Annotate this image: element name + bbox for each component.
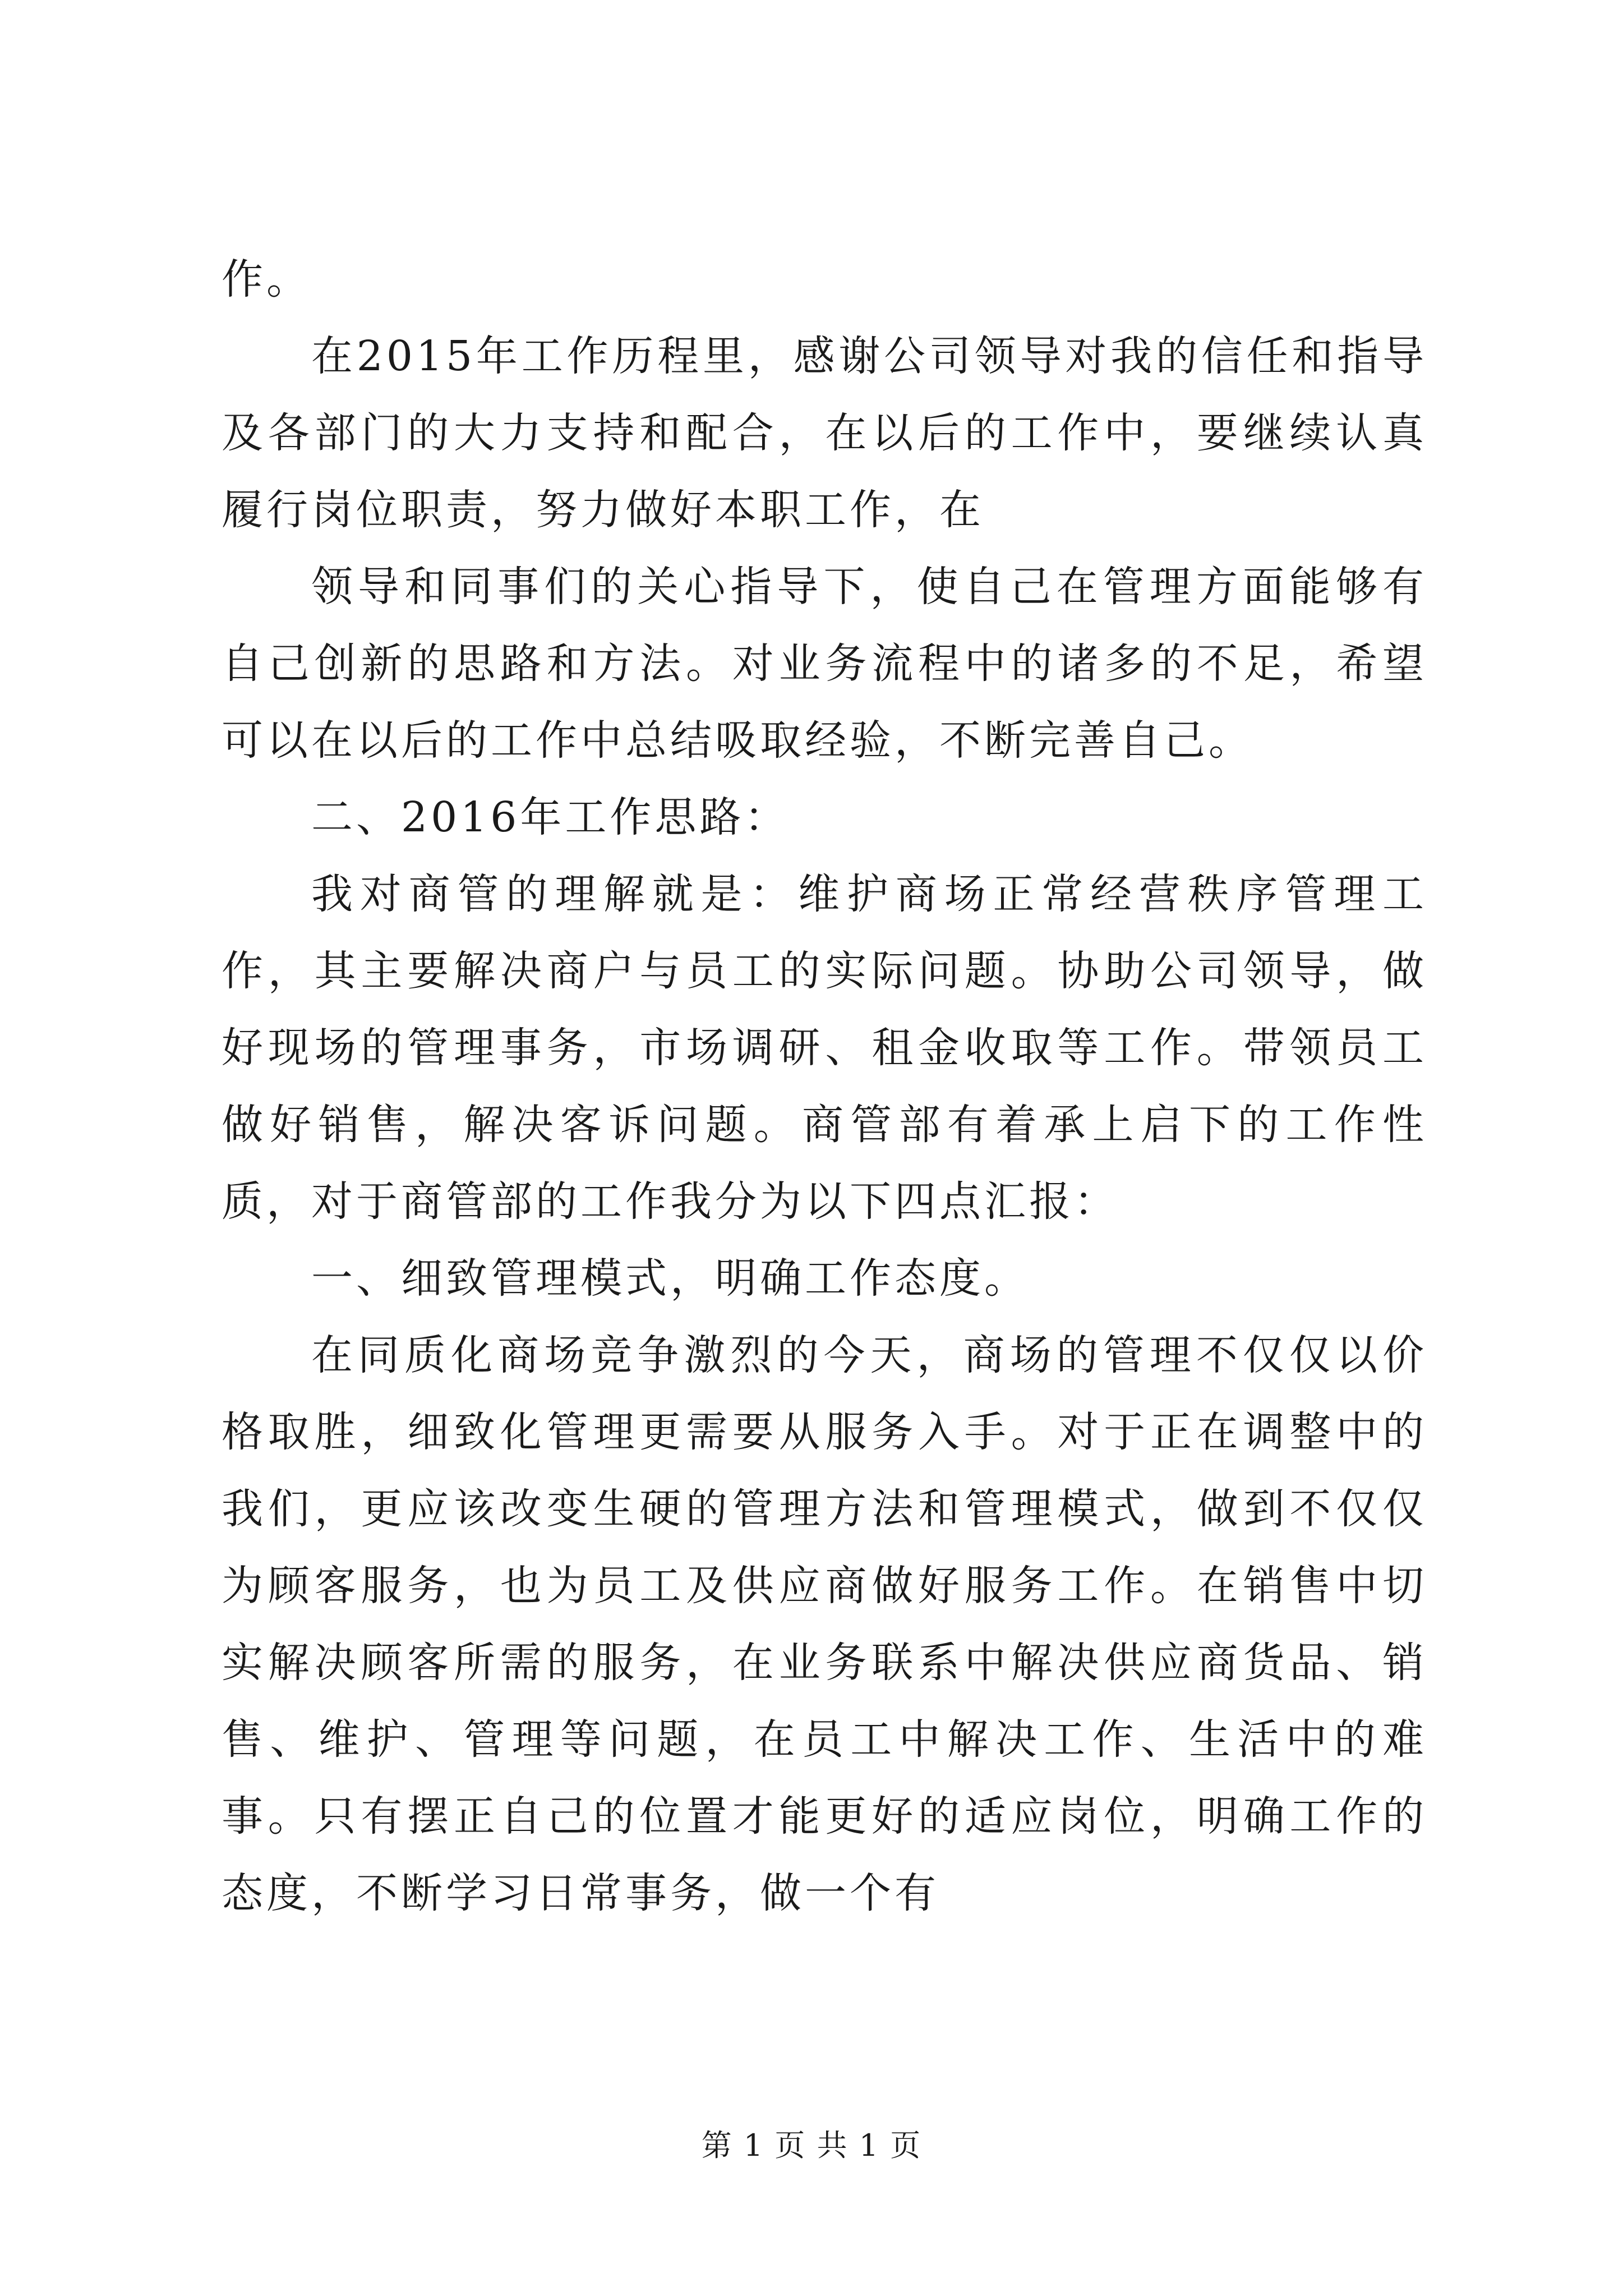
page-footer: 第 1 页 共 1 页 — [701, 2128, 922, 2163]
paragraph-1: 作。 — [222, 255, 311, 303]
subheading-management-mode: 一、细致管理模式，明确工作态度。 — [311, 1254, 1029, 1303]
paragraph-2: 在2015年工作历程里，感谢公司领导对我的信任和指导及各部门的大力支持和配合，在以后的工作中，要继续认真履行岗位职责，努力做好本职工作，在 — [222, 332, 1427, 534]
paragraph-3: 领导和同事们的关心指导下，使自己在管理方面能够有自己创新的思路和方法。对业务流程中的诸多的不足，希望可以在以后的工作中总结吸取经验，不断完善自己。 — [222, 563, 1427, 765]
paragraph-5: 我对商管的理解就是：维护商场正常经营秩序管理工作，其主要解决商户与员工的实际问题。协助公司领导，做好现场的管理事务，市场调研、租金收取等工作。带领员工做好销售，解决客诉问题。商管部有着承上启下的工作性质，对于商管部的工作我分为以下四点汇报： — [222, 870, 1427, 1226]
paragraph-7: 在同质化商场竞争激烈的今天，商场的管理不仅仅以价格取胜，细致化管理更需要从服务入手。对于正在调整中的我们，更应该改变生硬的管理方法和管理模式，做到不仅仅为顾客服务，也为员工及供应商做好服务工作。在销售中切实解决顾客所需的服务，在业务联系中解决供应商货品、销售、维护、管理等问题，在员工中解决工作、生活中的难事。只有摆正自己的位置才能更好的适应岗位，明确工作的态度，不断学习日常事务，做一个有 — [222, 1331, 1427, 1917]
section-heading-2016-plan: 二、2016年工作思路： — [311, 793, 790, 841]
document-body — [222, 241, 1427, 1932]
